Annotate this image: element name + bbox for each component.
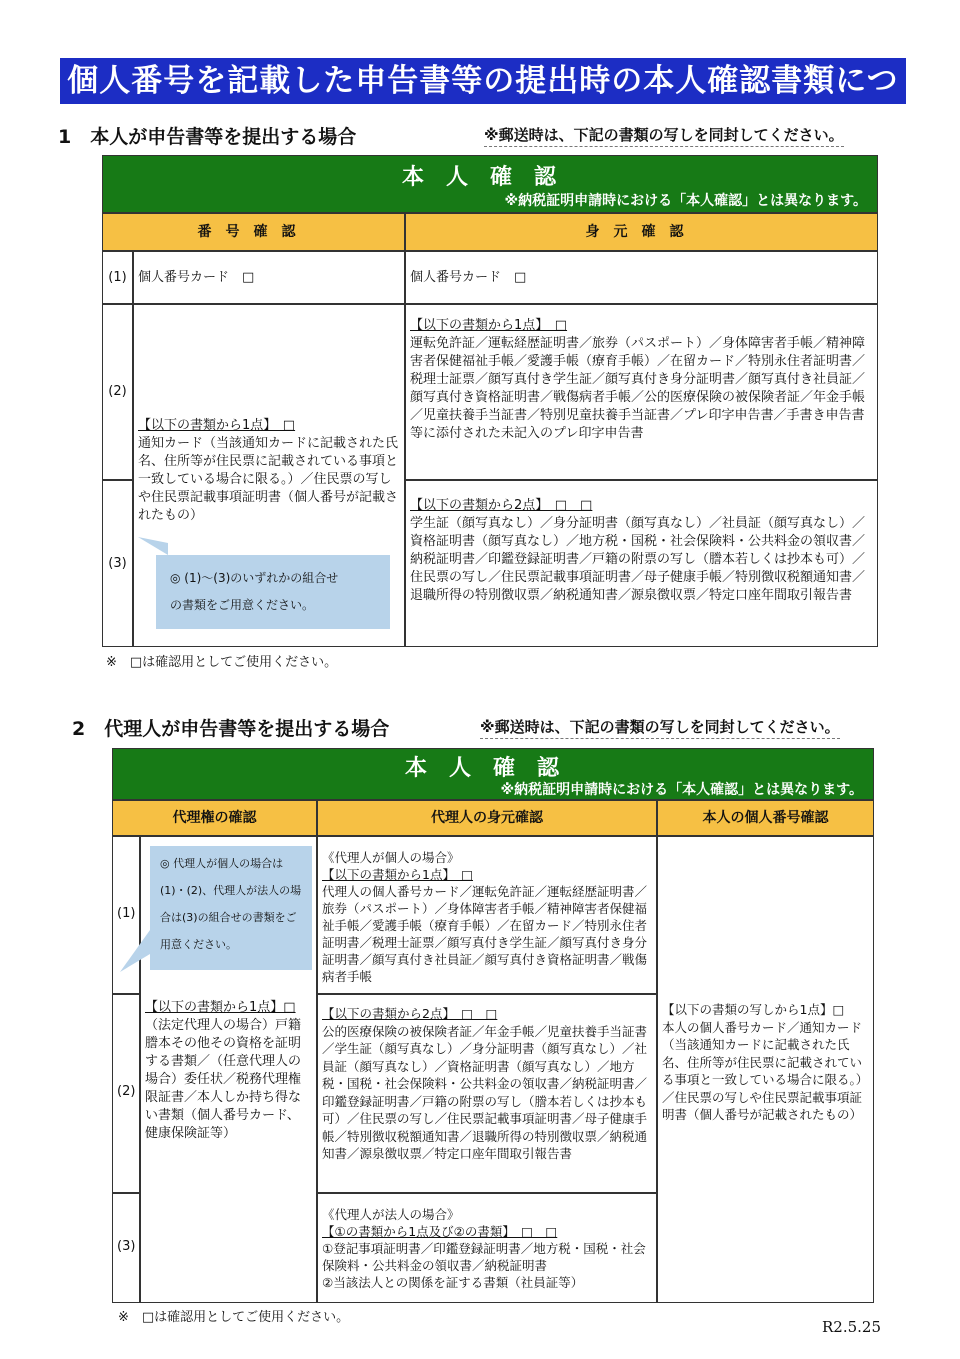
section1-header-note: ※納税証明申請時における「本人確認」とは異なります。 bbox=[504, 193, 867, 209]
row-number: (2) bbox=[102, 304, 133, 480]
section2-number-head: 【以下の書類の写しから1点】□ bbox=[662, 1002, 845, 1017]
section1-col-number: 番号確認 bbox=[102, 213, 405, 251]
section2-number-body: 本人の個人番号カード／通知カード（当該通知カードに記載された氏名、住所等が住民票に記載されている事項と一致している場合に限る。）／住民票の写しや住民票記載事項証明書（個人番号が記載されたもの） bbox=[662, 1019, 869, 1122]
section2-row3-agent-body2: ②当該法人との関係を証する書類（社員証等） bbox=[322, 1275, 584, 1290]
section1-row3-identity-head: 【以下の書類から2点】 □ □ bbox=[410, 498, 593, 513]
section2-row3-agent-head: 【①の書類から1点及び②の書類】 □ □ bbox=[322, 1224, 558, 1239]
section2-bubble-pointer bbox=[120, 930, 154, 974]
section2-bubble-line3: 合は(3)の組合せの書類をご bbox=[160, 911, 297, 924]
section1-row1-number-cell: 個人番号カード □ bbox=[133, 251, 405, 304]
section1-bubble-pointer bbox=[138, 535, 168, 555]
section1-row1-identity-cell: 個人番号カード □ bbox=[405, 251, 878, 304]
section2-mail-note: ※郵送時は、下記の書類の写しを同封してください。 bbox=[480, 716, 840, 739]
section1-row3-identity-cell bbox=[405, 480, 878, 647]
section2-row1-agent-body: 代理人の個人番号カード／運転免許証／運転経歴証明書／旅券（パスポート）／身体障害者手帳／精神障害者保健福祉手帳／愛護手帳（療育手帳）／在留カード／特別永住者証明書／税理士証票／顔写真付き学生証／顔写真付き身分証明書／顔写真付き社員証／顔写真付き資格証明書／戦傷病者手帳 bbox=[322, 884, 648, 984]
section2-corporate-label: 《代理人が法人の場合》 bbox=[322, 1207, 460, 1222]
row-number: (2) bbox=[112, 994, 140, 1193]
section1-number-docs-head: 【以下の書類から1点】 □ bbox=[138, 418, 296, 433]
section2-row1-agent-cell bbox=[317, 836, 657, 994]
section2-row3-agent-body1: ①登記事項証明書／印鑑登録証明書／地方税・国税・社会保険料・公共料金の領収書／納税証明書 bbox=[322, 1241, 646, 1273]
section2-header-main: 本人確認 bbox=[404, 756, 581, 781]
row-number: (1) bbox=[102, 251, 133, 304]
section2-bubble-line4: 用意ください。 bbox=[160, 938, 237, 951]
section2-row2-agent-head: 【以下の書類から2点】 □ □ bbox=[322, 1006, 498, 1021]
section2-row1-agent-head: 【以下の書類から1点】 □ bbox=[322, 867, 474, 882]
section2-row2-agent-body: 公的医療保険の被保険者証／年金手帳／児童扶養手当証書／学生証（顔写真なし）／身分証明書（顔写真なし）／社員証（顔写真なし）／資格証明書（顔写真なし）／地方税・国税・社会保険料・公共料金の領収書／納税証明書／印鑑登録証明書／戸籍の附票の写し（謄本若しくは抄本も可）／住民票の写し／住民票記載事項証明書／母子健康手帳／特別徴収税額通知書／退職所得の特別徴収票／納税通知書／源泉徴収票／特定口座年間取引報告書 bbox=[322, 1023, 648, 1161]
section1-row2-identity-body: 運転免許証／運転経歴証明書／旅券（パスポート）／身体障害者手帳／精神障害者保健福祉手帳／愛護手帳（療育手帳）／在留カード／特別永住者証明書／税理士証票／顔写真付き学生証／顔写真付き身分証明書／顔写真付き社員証／顔写真付き資格証明書／戦傷病者手帳／公的医療保険の被保険者証／年金手帳／児童扶養手当証書／特別児童扶養手当証書／プレ印字申告書／手書き申告書等に添付された未記入のプレ印字申告書 bbox=[410, 336, 866, 441]
section1-bubble-line1: ◎ (1)～(3)のいずれかの組合せ bbox=[170, 571, 339, 585]
section2-heading: 2 代理人が申告書等を提出する場合 bbox=[72, 718, 390, 740]
page-title: 個人番号を記載した申告書等の提出時の本人確認書類について bbox=[60, 58, 906, 104]
section1-col-identity: 身元確認 bbox=[405, 213, 878, 251]
section1-header-main: 本人確認 bbox=[401, 165, 578, 190]
row-number: (3) bbox=[102, 480, 133, 647]
section2-header bbox=[112, 748, 874, 800]
section1-footnote: ※ □は確認用としてご使用ください。 bbox=[106, 655, 338, 670]
section1-header bbox=[102, 155, 878, 213]
section2-person-number-cell bbox=[657, 836, 874, 1303]
section2-row3-agent-cell bbox=[317, 1193, 657, 1303]
section2-col-agent-identity: 代理人の身元確認 bbox=[317, 800, 657, 836]
section1-row3-identity-body: 学生証（顔写真なし）／身分証明書（顔写真なし）／社員証（顔写真なし）／資格証明書（顔写真なし）／地方税・国税・社会保険料・公共料金の領収書／納税証明書／印鑑登録証明書／戸籍の附票の写し（謄本若しくは抄本も可）／住民票の写し／住民票記載事項証明書／母子健康手帳／特別徴収税額通知書／退職所得の特別徴収票／納税通知書／源泉徴収票／特定口座年間取引報告書 bbox=[410, 516, 866, 603]
section2-bubble-line1: ◎ 代理人が個人の場合は bbox=[160, 857, 284, 870]
section2-row2-agent-cell bbox=[317, 994, 657, 1193]
section2-authority-head: 【以下の書類から1点】□ bbox=[145, 1000, 296, 1015]
section2-bubble bbox=[150, 846, 312, 970]
section2-individual-label: 《代理人が個人の場合》 bbox=[322, 850, 460, 865]
section2-footnote: ※ □は確認用としてご使用ください。 bbox=[118, 1310, 350, 1325]
section1-row2-identity-cell bbox=[405, 304, 878, 480]
section1-row2-identity-head: 【以下の書類から1点】 □ bbox=[410, 318, 568, 333]
section2-authority-body: （法定代理人の場合）戸籍謄本その他その資格を証明する書類／（任意代理人の場合）委任状／税務代理権限証書／本人しか持ち得ない書類（個人番号カード、健康保険証等） bbox=[145, 1018, 302, 1141]
section1-bubble bbox=[156, 555, 390, 629]
section1-mail-note: ※郵送時は、下記の書類の写しを同封してください。 bbox=[484, 124, 844, 147]
section2-col-person-number: 本人の個人番号確認 bbox=[657, 800, 874, 836]
section1-number-docs-body: 通知カード（当該通知カードに記載された氏名、住所等が住民票に記載されている事項と一致している場合に限る。）／住民票の写しや住民票記載事項証明書（個人番号が記載されたもの） bbox=[138, 436, 399, 523]
section2-header-note: ※納税証明申請時における「本人確認」とは異なります。 bbox=[500, 782, 863, 798]
section1-bubble-line2: の書類をご用意ください。 bbox=[170, 598, 315, 612]
row-number: (3) bbox=[112, 1193, 140, 1303]
section2-bubble-line2: (1)・(2)、代理人が法人の場 bbox=[160, 884, 302, 897]
row-number: (1) bbox=[112, 836, 140, 994]
section2-col-authority: 代理権の確認 bbox=[112, 800, 317, 836]
document-date: R2.5.25 bbox=[822, 1318, 882, 1336]
section1-heading: 1 本人が申告書等を提出する場合 bbox=[58, 126, 357, 148]
